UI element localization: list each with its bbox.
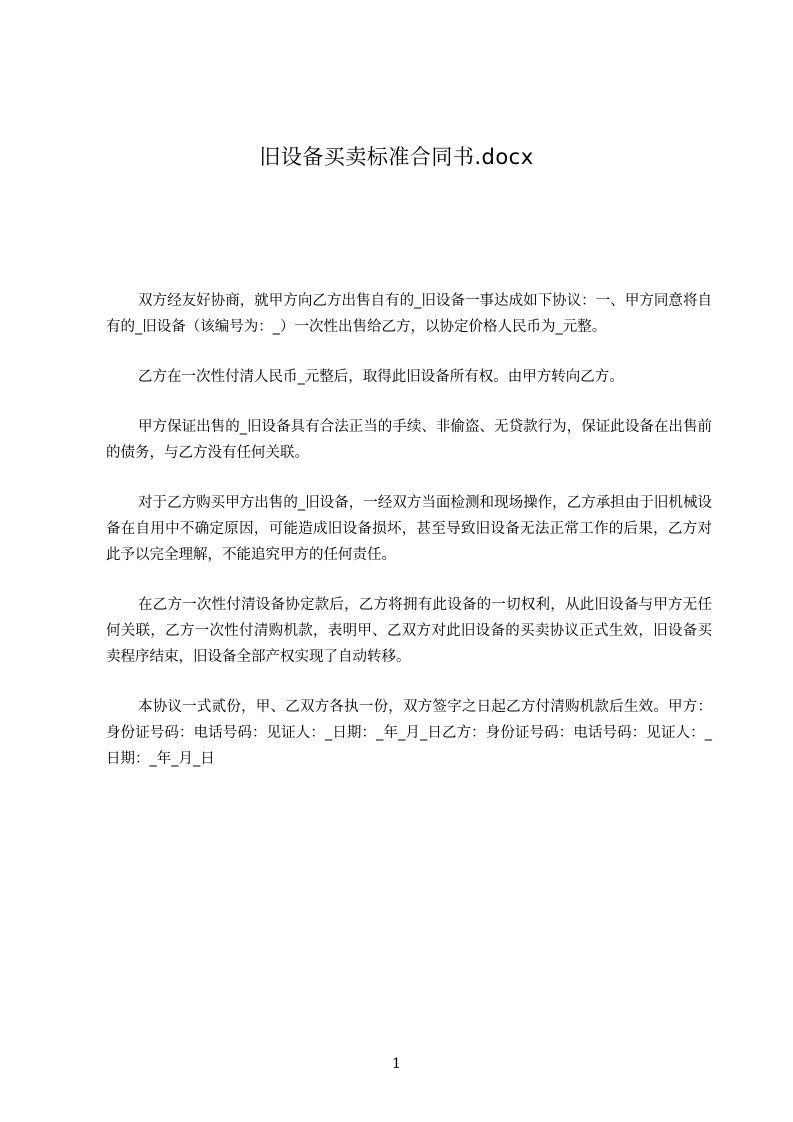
document-title: 旧设备买卖标准合同书.docx bbox=[259, 145, 534, 169]
document-body bbox=[106, 288, 712, 772]
paragraph-ownership-transfer: 乙方在一次性付清人民币_元整后，取得此旧设备所有权。由甲方转向乙方。 bbox=[138, 369, 624, 385]
paragraph-buyer-responsibility: 对于乙方购买甲方出售的_旧设备，一经双方当面检测和现场操作，乙方承担由于旧机械设备在自用中不确定原因，可能造成旧设备损坏，甚至导致旧设备无法正常工作的后果，乙方对此予以完全理解，不能追究甲方的任何责任。 bbox=[106, 495, 712, 563]
paragraph-seller-guarantee: 甲方保证出售的_旧设备具有合法正当的手续、非偷盗、无贷款行为，保证此设备在出售前的债务，与乙方没有任何关联。 bbox=[106, 419, 712, 461]
paragraph-agreement-effective: 在乙方一次性付清设备协定款后，乙方将拥有此设备的一切权利，从此旧设备与甲方无任何关联，乙方一次性付清购机款，表明甲、乙双方对此旧设备的买卖协议正式生效，旧设备买卖程序结束，旧设备全部产权实现了自动转移。 bbox=[106, 597, 712, 665]
paragraph-agreement-intro: 双方经友好协商，就甲方向乙方出售自有的_旧设备一事达成如下协议：一、甲方同意将自有的_旧设备（该编号为：_）一次性出售给乙方，以协定价格人民币为_元整。 bbox=[106, 293, 712, 335]
page-number: 1 bbox=[392, 1056, 401, 1072]
paragraph-signatures: 本协议一式贰份，甲、乙双方各执一份，双方签字之日起乙方付清购机款后生效。甲方：身份证号码：电话号码：见证人：_日期：_年_月_日乙方：身份证号码：电话号码：见证人：_日期：_年_月_日 bbox=[106, 699, 712, 767]
